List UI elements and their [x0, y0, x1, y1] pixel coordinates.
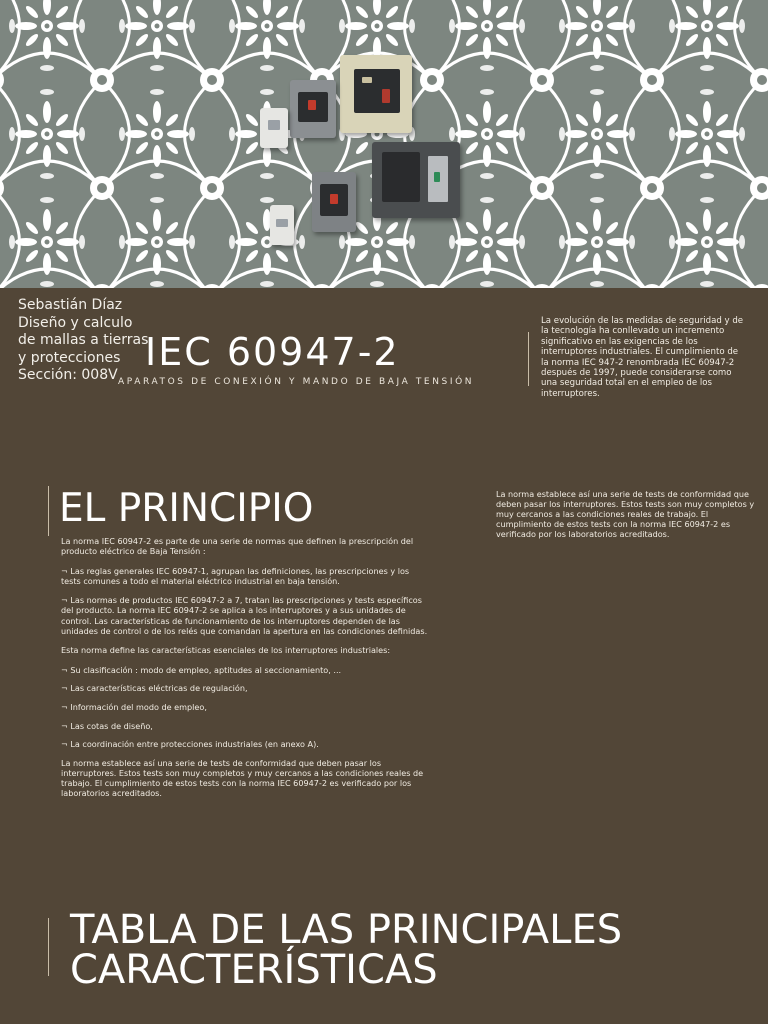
- list-item: ¬ Su clasificación : modo de empleo, aptitudes al seccionamiento, ...: [61, 664, 342, 675]
- pattern-banner: [0, 0, 768, 288]
- breaker-device-mini: [270, 205, 294, 245]
- principio-paragraph-3: ¬ Las normas de productos IEC 60947-2 a 7, tratan las prescripciones y tests específicos del producto. La norma IEC 60947-2 se aplica a los interruptores y a sus unidades de control. Las características de funcionamiento de los interruptores dependen de las unidades de control o de los relés que comandan la apertura en las condiciones definidas.: [61, 595, 428, 636]
- breaker-device-large: [340, 55, 412, 133]
- breaker-device-compact: [312, 172, 356, 232]
- author-name: Sebastián Díaz: [18, 297, 123, 313]
- tabla-title-line-1: TABLA DE LAS PRINCIPALES: [70, 907, 623, 953]
- section-title-principio: EL PRINCIPIO: [59, 486, 314, 531]
- section-title-tabla: [70, 907, 730, 993]
- principio-paragraph-4: Esta norma define las características esenciales de los interruptores industriales:: [61, 645, 391, 656]
- principio-body: [61, 536, 429, 808]
- list-item: ¬ La coordinación entre protecciones industriales (en anexo A).: [61, 739, 319, 750]
- intro-paragraph: La evolución de las medidas de seguridad y de la tecnología ha conllevado un incremento significativo en las exigencias de los interruptores industriales. El cumplimiento de la norma IEC 947-2 renombrada IEC 60947-2 después de 1997, puede considerarse como una seguridad total en el empleo de los interruptores.: [541, 316, 744, 399]
- section-label: Sección: 008V: [18, 367, 118, 383]
- tabla-title-line-2: CARACTERÍSTICAS: [70, 947, 438, 993]
- breaker-device-medium: [290, 80, 336, 138]
- course-line-2: de mallas a tierras: [18, 332, 149, 348]
- page-subtitle: APARATOS DE CONEXIÓN Y MANDO DE BAJA TENSIÓN: [118, 377, 475, 387]
- intro-divider: [528, 332, 529, 386]
- breaker-device-small: [260, 108, 288, 148]
- course-line-3: y protecciones: [18, 349, 121, 366]
- principio-divider: [48, 486, 49, 536]
- list-item: ¬ Información del modo de empleo,: [61, 702, 207, 713]
- principio-side-paragraph: La norma establece así una serie de tests de conformidad que deben pasar los interruptores. Estos tests son muy completos y muy cercanos a las condiciones reales de trabajo. El cumplimiento de estos tests con la norma IEC 60947-2 es verificado por los laboratorios acreditados.: [496, 489, 755, 540]
- list-item: ¬ Las cotas de diseño,: [61, 720, 153, 731]
- course-line-1: Diseño y calculo: [18, 314, 133, 331]
- breaker-device-xlarge: [372, 142, 460, 218]
- principio-paragraph-2: ¬ Las reglas generales IEC 60947-1, agrupan las definiciones, las prescripciones y los tests comunes a todo el material eléctrico industrial en baja tensión.: [61, 565, 410, 586]
- tabla-divider: [48, 918, 49, 976]
- principio-paragraph-5: La norma establece así una serie de tests de conformidad que deben pasar los interruptores. Estos tests son muy completos y muy cercanos a las condiciones reales de trabajo. El cumplimiento de estos tests con la norma IEC 60947-2 es verificado por los laboratorios acreditados.: [61, 757, 424, 799]
- principio-paragraph-1: La norma IEC 60947-2 es parte de una serie de normas que definen la prescripción del producto eléctrico de Baja Tensión :: [61, 536, 414, 557]
- list-item: ¬ Las características eléctricas de regulación,: [61, 683, 248, 694]
- author-block: [18, 297, 158, 385]
- page-title: IEC 60947-2: [145, 330, 400, 374]
